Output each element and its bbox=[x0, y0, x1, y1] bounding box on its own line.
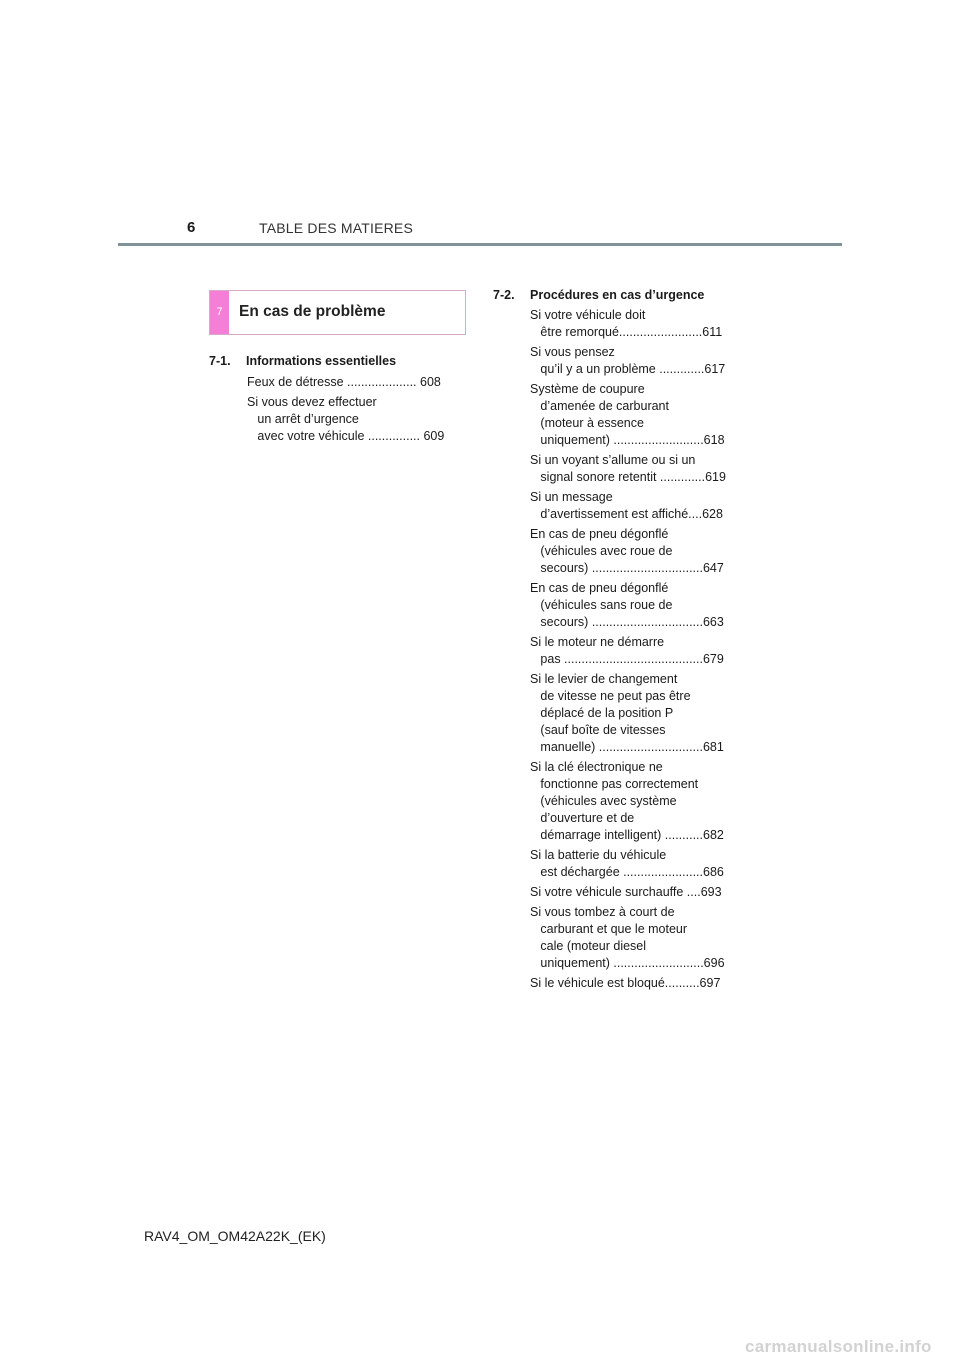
section-title: Informations essentielles bbox=[246, 354, 397, 368]
toc-entry[interactable]: Si un voyant s’allume ou si un signal sonore retentit .............619 bbox=[530, 453, 726, 484]
toc-entry[interactable]: Si la batterie du véhicule est déchargée .......................686 bbox=[530, 848, 724, 879]
section-number: 7-1. bbox=[209, 354, 231, 368]
toc-entry[interactable]: Si vous tombez à court de carburant et que le moteur cale (moteur diesel uniquement) ..........................696 bbox=[530, 905, 725, 970]
section-heading-7-1[interactable] bbox=[209, 353, 396, 370]
toc-entry[interactable]: Si le levier de changement de vitesse ne peut pas être déplacé de la position P (sauf boîte de vitesses manuelle) ..............................681 bbox=[530, 672, 724, 754]
toc-entry[interactable]: En cas de pneu dégonflé (véhicules sans roue de secours) ................................663 bbox=[530, 581, 724, 629]
toc-entry[interactable]: Si le véhicule est bloqué..........697 bbox=[530, 976, 721, 990]
toc-entry[interactable]: Système de coupure d’amenée de carburant (moteur à essence uniquement) ..........................618 bbox=[530, 382, 725, 447]
header-divider bbox=[118, 243, 842, 246]
toc-entry[interactable]: Si le moteur ne démarre pas ........................................679 bbox=[530, 635, 724, 666]
toc-entry[interactable]: Si vous pensez qu’il y a un problème .............617 bbox=[530, 345, 726, 376]
toc-entry[interactable]: Si un message d’avertissement est affiché....628 bbox=[530, 490, 723, 521]
toc-entry[interactable]: Si la clé électronique ne fonctionne pas correctement (véhicules avec système d’ouverture et de démarrage intelligent) ...........682 bbox=[530, 760, 724, 842]
document-code: RAV4_OM_OM42A22K_(EK) bbox=[144, 1228, 326, 1244]
section-number: 7-2. bbox=[493, 288, 515, 302]
toc-entry[interactable]: Feux de détresse .................... 608 bbox=[247, 375, 441, 389]
watermark: carmanualsonline.info bbox=[745, 1337, 932, 1356]
toc-entry[interactable]: Si votre véhicule doit être remorqué........................611 bbox=[530, 308, 723, 339]
chapter-box bbox=[209, 290, 466, 335]
section-heading-7-2[interactable] bbox=[493, 287, 704, 304]
chapter-tab-number: 7 bbox=[210, 291, 229, 334]
section-title: Procédures en cas d’urgence bbox=[530, 288, 705, 302]
toc-entry[interactable]: En cas de pneu dégonflé (véhicules avec roue de secours) ................................647 bbox=[530, 527, 724, 575]
page-header-title: TABLE DES MATIERES bbox=[259, 220, 414, 236]
chapter-title: En cas de problème bbox=[239, 303, 386, 320]
toc-entry[interactable]: Si vous devez effectuer un arrêt d’urgence avec votre véhicule ............... 609 bbox=[247, 395, 445, 443]
toc-entry[interactable]: Si votre véhicule surchauffe ....693 bbox=[530, 885, 722, 899]
page-number: 6 bbox=[187, 219, 196, 236]
